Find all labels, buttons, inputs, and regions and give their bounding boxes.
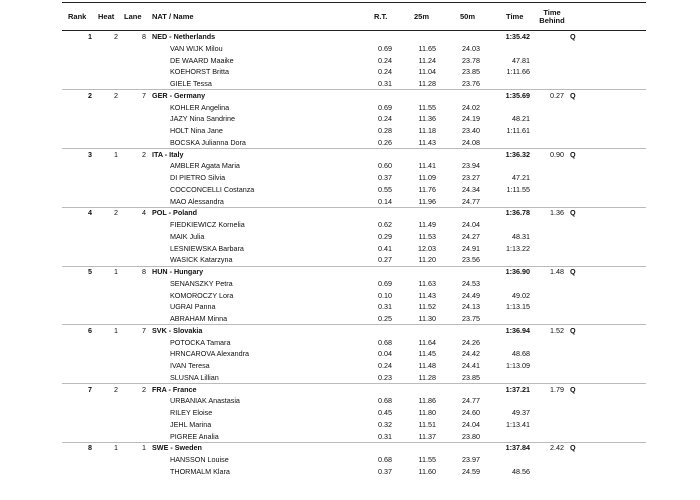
team-time: 1:36.32	[505, 149, 530, 159]
col-lane: Lane	[124, 12, 142, 21]
reaction-time: 0.32	[378, 419, 392, 429]
split-50m: 24.26	[462, 337, 480, 347]
header-top-rule	[62, 2, 646, 3]
split-25m: 11.52	[418, 302, 436, 312]
team-lane: 8	[142, 267, 146, 276]
swimmer-row	[62, 301, 646, 313]
swimmer-row	[62, 254, 646, 266]
team-time-behind: 1.36	[550, 208, 564, 218]
swimmer-name: SENANSZKY Petra	[170, 278, 233, 288]
team-rank: 5	[88, 267, 92, 276]
swimmer-name: AMBLER Agata Maria	[170, 161, 240, 171]
split-50m: 24.03	[462, 43, 480, 53]
swimmer-row	[62, 313, 646, 325]
reaction-time: 0.68	[378, 396, 392, 406]
swimmer-row	[62, 113, 646, 125]
split-25m: 11.43	[418, 137, 436, 147]
swimmer-row	[62, 337, 646, 349]
cumulative-split: 49.02	[512, 290, 530, 300]
team-row	[62, 266, 646, 278]
swimmer-name: SLUSNA Lillian	[170, 372, 219, 382]
cumulative-split: 48.56	[512, 466, 530, 476]
reaction-time: 0.24	[378, 361, 392, 370]
cumulative-split: 47.21	[512, 173, 530, 182]
reaction-time: 0.31	[378, 79, 392, 88]
qualified-mark: Q	[570, 443, 576, 453]
cumulative-split: 47.81	[512, 55, 530, 65]
split-50m: 24.04	[462, 419, 480, 429]
team-time-behind: 0.90	[550, 149, 564, 159]
qualified-mark: Q	[570, 149, 576, 159]
split-50m: 24.77	[462, 396, 480, 406]
swimmer-name: PIGREE Analia	[170, 431, 219, 441]
split-25m: 11.30	[418, 314, 436, 323]
reaction-time: 0.14	[378, 196, 392, 206]
split-25m: 11.28	[418, 372, 436, 382]
reaction-time: 0.24	[378, 67, 392, 77]
swimmer-name: LESNIEWSKA Barbara	[170, 243, 244, 253]
split-50m: 23.94	[462, 161, 480, 171]
swimmer-name: JEHL Marina	[170, 419, 212, 429]
team-row	[62, 325, 646, 337]
cumulative-split: 1:11.66	[506, 67, 530, 77]
team-time-behind: 1.52	[550, 325, 564, 335]
split-25m: 11.51	[418, 419, 436, 429]
split-25m: 11.36	[418, 114, 436, 124]
reaction-time: 0.68	[378, 337, 392, 347]
swimmer-name: JAZY Nina Sandrine	[170, 114, 235, 124]
swimmer-row	[62, 184, 646, 196]
team-lane: 8	[142, 32, 146, 41]
swimmer-name: VAN WIJK Milou	[170, 43, 223, 53]
swimmer-name: ABRAHAM Minna	[170, 314, 228, 323]
split-50m: 23.40	[462, 126, 480, 135]
split-50m: 24.49	[462, 290, 480, 300]
split-50m: 24.41	[462, 361, 480, 370]
swimmer-row	[62, 137, 646, 149]
cumulative-split: 48.31	[512, 231, 530, 241]
split-25m: 11.48	[418, 361, 436, 370]
reaction-time: 0.60	[378, 161, 392, 171]
swimmer-row	[62, 231, 646, 243]
split-50m: 24.13	[462, 302, 480, 312]
team-name: ITA - Italy	[152, 149, 184, 159]
team-row	[62, 442, 646, 454]
swimmer-row	[62, 102, 646, 114]
swimmer-name: HOLT Nina Jane	[170, 126, 223, 135]
cumulative-split: 1:11.55	[506, 184, 530, 194]
split-50m: 24.42	[462, 349, 480, 359]
reaction-time: 0.04	[378, 349, 392, 359]
swimmer-name: WASICK Katarzyna	[170, 255, 233, 265]
split-50m: 24.77	[462, 196, 480, 206]
swimmer-name: POTOCKA Tamara	[170, 337, 231, 347]
cumulative-split: 48.68	[512, 349, 530, 359]
reaction-time: 0.24	[378, 114, 392, 124]
team-time: 1:35.42	[505, 32, 530, 41]
team-name: NED - Netherlands	[152, 32, 216, 41]
split-25m: 11.09	[418, 173, 436, 182]
reaction-time: 0.55	[378, 184, 392, 194]
split-25m: 11.96	[418, 196, 436, 206]
team-rank: 3	[88, 149, 92, 159]
split-50m: 23.97	[462, 455, 480, 464]
reaction-time: 0.37	[378, 173, 392, 182]
col-behind-1: Time	[543, 8, 561, 17]
swimmer-row	[62, 243, 646, 255]
team-time: 1:36.90	[505, 267, 530, 276]
col-behind-2: Behind	[539, 16, 565, 25]
split-50m: 24.02	[462, 102, 480, 112]
split-25m: 11.53	[418, 231, 436, 241]
team-rank: 6	[88, 325, 92, 335]
split-25m: 11.43	[418, 290, 436, 300]
reaction-time: 0.69	[378, 102, 392, 112]
split-25m: 11.49	[418, 220, 436, 229]
team-heat: 1	[114, 443, 118, 453]
team-time-behind: 0.27	[550, 90, 564, 100]
reaction-time: 0.62	[378, 220, 392, 229]
col-rt: R.T.	[374, 12, 388, 21]
table-header	[62, 6, 646, 30]
cumulative-split: 1:11.61	[506, 126, 530, 135]
reaction-time: 0.31	[378, 431, 392, 441]
split-50m: 24.60	[462, 408, 480, 417]
swimmer-name: KOMOROCZY Lora	[170, 290, 234, 300]
swimmer-name: FIEDKIEWICZ Kornelia	[170, 220, 245, 229]
split-25m: 11.28	[418, 79, 436, 88]
team-heat: 1	[114, 267, 118, 276]
split-50m: 23.80	[462, 431, 480, 441]
team-lane: 1	[142, 443, 146, 453]
reaction-time: 0.25	[378, 314, 392, 323]
split-25m: 11.60	[418, 466, 436, 476]
qualified-mark: Q	[570, 384, 576, 394]
swimmer-row	[62, 278, 646, 290]
split-50m: 23.85	[462, 67, 480, 77]
reaction-time: 0.28	[378, 126, 392, 135]
swimmer-name: HANSSON Louise	[170, 455, 229, 464]
team-row	[62, 90, 646, 102]
team-heat: 2	[114, 384, 118, 394]
team-heat: 2	[114, 32, 118, 41]
split-50m: 24.53	[462, 278, 480, 288]
team-time: 1:37.84	[505, 443, 530, 453]
swimmer-row	[62, 160, 646, 172]
swimmer-row	[62, 348, 646, 360]
team-name: SWE - Sweden	[152, 443, 202, 453]
swimmer-row	[62, 290, 646, 302]
team-lane: 4	[142, 208, 146, 218]
cumulative-split: 1:13.15	[506, 302, 530, 312]
reaction-time: 0.27	[378, 255, 392, 265]
split-50m: 23.56	[462, 255, 480, 265]
qualified-mark: Q	[570, 267, 576, 276]
reaction-time: 0.31	[378, 302, 392, 312]
team-rank: 1	[88, 32, 92, 41]
split-50m: 23.76	[462, 79, 480, 88]
split-25m: 11.37	[418, 431, 436, 441]
team-time: 1:36.94	[505, 325, 530, 335]
swimmer-name: UGRAI Panna	[170, 302, 216, 312]
team-rank: 8	[88, 443, 92, 453]
split-25m: 11.65	[418, 43, 436, 53]
swimmer-row	[62, 431, 646, 443]
swimmer-row	[62, 55, 646, 67]
split-50m: 23.78	[462, 55, 480, 65]
team-lane: 7	[142, 325, 146, 335]
swimmer-name: BOCSKA Julianna Dora	[170, 137, 246, 147]
team-name: GER - Germany	[152, 90, 206, 100]
team-time-behind: 1.79	[550, 384, 564, 394]
swimmer-row	[62, 78, 646, 90]
swimmer-row	[62, 372, 646, 384]
team-rank: 7	[88, 384, 92, 394]
reaction-time: 0.24	[378, 55, 392, 65]
reaction-time: 0.29	[378, 231, 392, 241]
swimmer-name: HRNCAROVA Alexandra	[170, 349, 249, 359]
split-50m: 24.27	[462, 231, 480, 241]
swimmer-row	[62, 43, 646, 55]
team-time: 1:35.69	[505, 90, 530, 100]
team-lane: 7	[142, 90, 146, 100]
split-50m: 24.19	[462, 114, 480, 124]
swimmer-name: COCCONCELLI Costanza	[170, 184, 255, 194]
split-25m: 11.64	[418, 337, 436, 347]
split-25m: 12.03	[418, 243, 436, 253]
col-heat: Heat	[98, 12, 115, 21]
team-name: POL - Poland	[152, 208, 197, 218]
team-row	[62, 384, 646, 396]
team-rank: 4	[88, 208, 92, 218]
cumulative-split: 49.37	[512, 408, 530, 417]
split-25m: 11.24	[418, 55, 436, 65]
swimmer-name: URBANIAK Anastasia	[170, 396, 240, 406]
swimmer-row	[62, 407, 646, 419]
team-row	[62, 149, 646, 161]
qualified-mark: Q	[570, 208, 576, 218]
cumulative-split: 1:13.09	[506, 361, 530, 370]
team-time: 1:37.21	[505, 384, 530, 394]
cumulative-split: 1:13.22	[506, 243, 530, 253]
swimmer-row	[62, 360, 646, 372]
swimmer-row	[62, 125, 646, 137]
swimmer-name: THORMALM Klara	[170, 466, 230, 476]
split-50m: 23.85	[462, 372, 480, 382]
split-25m: 11.55	[418, 102, 436, 112]
qualified-mark: Q	[570, 90, 576, 100]
reaction-time: 0.37	[378, 466, 392, 476]
team-lane: 2	[142, 384, 146, 394]
split-25m: 11.86	[418, 396, 436, 406]
team-name: FRA - France	[152, 384, 197, 394]
team-heat: 2	[114, 90, 118, 100]
cumulative-split: 48.21	[512, 114, 530, 124]
col-rank: Rank	[68, 12, 87, 21]
split-25m: 11.04	[418, 67, 436, 77]
swimmer-name: KOHLER Angelina	[170, 102, 230, 112]
split-50m: 24.91	[462, 243, 480, 253]
reaction-time: 0.69	[378, 43, 392, 53]
team-time-behind: 1.48	[550, 267, 564, 276]
col-nat-name: NAT / Name	[152, 12, 194, 21]
reaction-time: 0.45	[378, 408, 392, 417]
reaction-time: 0.26	[378, 137, 392, 147]
split-50m: 24.59	[462, 466, 480, 476]
qualified-mark: Q	[570, 325, 576, 335]
qualified-mark: Q	[570, 32, 576, 41]
team-row	[62, 207, 646, 219]
team-time-behind: 2.42	[550, 443, 564, 453]
swimmer-row	[62, 419, 646, 431]
split-25m: 11.76	[418, 184, 436, 194]
reaction-time: 0.10	[378, 290, 392, 300]
swimmer-name: KOEHORST Britta	[170, 67, 229, 77]
team-time: 1:36.78	[505, 208, 530, 218]
reaction-time: 0.68	[378, 455, 392, 464]
team-name: SVK - Slovakia	[152, 325, 203, 335]
swimmer-name: IVAN Teresa	[170, 361, 210, 370]
team-lane: 2	[142, 149, 146, 159]
team-heat: 2	[114, 208, 118, 218]
split-25m: 11.45	[418, 349, 436, 359]
split-25m: 11.55	[418, 455, 436, 464]
swimmer-name: GIELE Tessa	[170, 79, 212, 88]
team-heat: 1	[114, 325, 118, 335]
split-50m: 23.75	[462, 314, 480, 323]
split-25m: 11.41	[418, 161, 436, 171]
split-50m: 24.08	[462, 137, 480, 147]
split-50m: 24.04	[462, 220, 480, 229]
reaction-time: 0.23	[378, 372, 392, 382]
split-25m: 11.20	[418, 255, 436, 265]
swimmer-row	[62, 395, 646, 407]
swimmer-row	[62, 466, 646, 478]
swimmer-name: MAIK Julia	[170, 231, 205, 241]
col-50m: 50m	[460, 12, 476, 21]
swimmer-row	[62, 454, 646, 466]
split-25m: 11.18	[418, 126, 436, 135]
team-rank: 2	[88, 90, 92, 100]
cumulative-split: 1:13.41	[506, 419, 530, 429]
split-25m: 11.63	[418, 278, 436, 288]
team-heat: 1	[114, 149, 118, 159]
swimmer-name: RILEY Eloise	[170, 408, 213, 417]
swimmer-name: DE WAARD Maaike	[170, 55, 234, 65]
split-50m: 23.27	[462, 173, 480, 182]
split-25m: 11.80	[418, 408, 436, 417]
team-row	[62, 31, 646, 43]
col-25m: 25m	[414, 12, 430, 21]
reaction-time: 0.41	[378, 243, 392, 253]
col-time: Time	[506, 12, 524, 21]
team-name: HUN - Hungary	[152, 267, 204, 276]
swimmer-row	[62, 66, 646, 78]
swimmer-name: DI PIETRO Silvia	[170, 173, 226, 182]
split-50m: 24.34	[462, 184, 480, 194]
swimmer-name: MAO Alessandra	[170, 196, 224, 206]
swimmer-row	[62, 172, 646, 184]
swimmer-row	[62, 219, 646, 231]
swimmer-row	[62, 196, 646, 208]
reaction-time: 0.69	[378, 278, 392, 288]
